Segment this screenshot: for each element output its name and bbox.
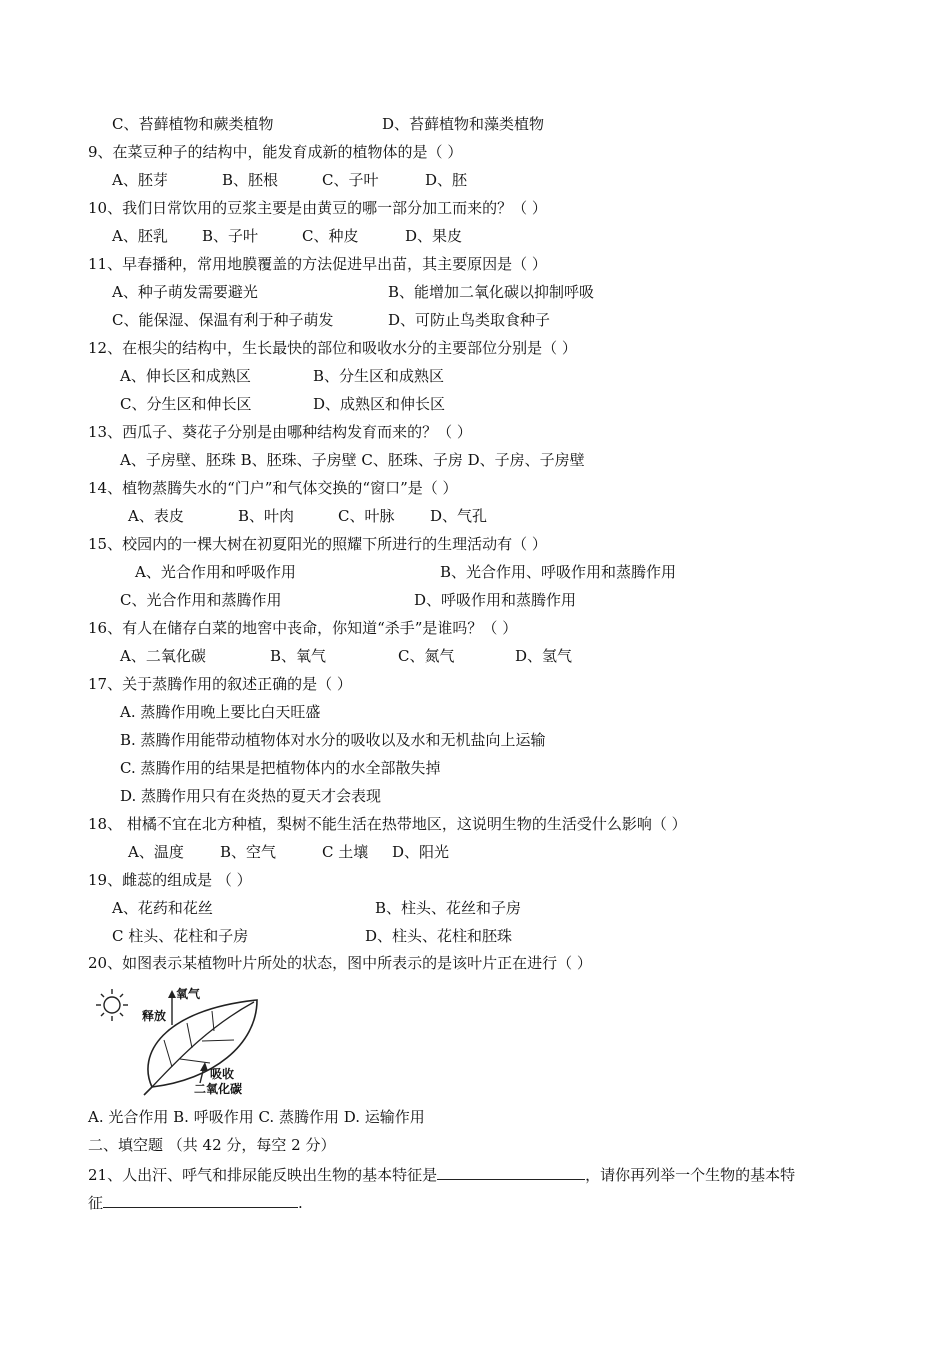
q21-line-2 [88,1192,303,1213]
q12-option-d: D、成熟区和伸长区 [313,395,446,413]
q10-stem: 10、我们日常饮用的豆浆主要是由黄豆的哪一部分加工而来的？（ ） [88,199,547,217]
q9-option-a: A、胚芽 [112,171,168,189]
q19-option-d: D、柱头、花柱和胚珠 [365,927,513,945]
q12-stem: 12、在根尖的结构中，生长最快的部位和吸收水分的主要部位分别是（ ） [88,339,577,357]
q13-options: A、子房壁、胚珠 B、胚珠、子房壁 C、胚珠、子房 D、子房、子房壁 [120,451,585,469]
q11-option-d: D、可防止鸟类取食种子 [388,311,551,329]
release-label: 释放 [142,1009,167,1023]
q18-option-a: A、温度 [128,843,184,861]
q14-option-b: B、叶肉 [238,507,295,525]
q21-stem-part-d: . [298,1194,303,1212]
q16-option-a: A、二氧化碳 [120,647,206,665]
q17-stem: 17、关于蒸腾作用的叙述正确的是（ ） [88,675,352,693]
q20-stem: 20、如图表示某植物叶片所处的状态，图中所表示的是该叶片正在进行（ ） [88,954,592,972]
q11-option-c: C、能保湿、保温有利于种子萌发 [112,311,334,329]
q10-option-c: C、种皮 [302,227,359,245]
q17-option-b: B. 蒸腾作用能带动植物体对水分的吸收以及水和无机盐向上运输 [120,731,546,749]
q21-blank-2[interactable] [103,1192,298,1208]
sun-icon [96,989,128,1021]
q11-stem: 11、早春播种，常用地膜覆盖的方法促进早出苗，其主要原因是（ ） [88,255,547,273]
q15-stem: 15、校园内的一棵大树在初夏阳光的照耀下所进行的生理活动有（ ） [88,535,547,553]
oxygen-label: 氧气 [176,987,201,1001]
q18-option-c: C 土壤 [322,843,369,861]
q21-stem-part-c: 征 [88,1194,104,1212]
q17-option-d: D. 蒸腾作用只有在炎热的夏天才会表现 [120,787,382,805]
q14-stem: 14、植物蒸腾失水的“门户”和气体交换的“窗口”是（ ） [88,479,458,497]
leaf-midrib [152,1002,254,1087]
q12-option-c: C、分生区和伸长区 [120,395,252,413]
q14-option-d: D、气孔 [430,507,488,525]
q9-option-c: C、子叶 [322,171,379,189]
q9-stem: 9、在菜豆种子的结构中，能发育成新的植物体的是（ ） [88,143,463,161]
q9-option-b: B、胚根 [222,171,279,189]
q15-option-d: D、呼吸作用和蒸腾作用 [414,591,577,609]
q15-option-b: B、光合作用、呼吸作用和蒸腾作用 [440,563,677,581]
q10-option-a: A、胚乳 [112,227,168,245]
q19-stem: 19、雌蕊的组成是 （ ） [88,871,252,889]
section-2-title: 二、填空题 （共 42 分，每空 2 分） [88,1136,336,1154]
q8-option-d: D、苔藓植物和藻类植物 [382,115,545,133]
q14-option-a: A、表皮 [128,507,184,525]
q17-option-a: A. 蒸腾作用晚上要比白天旺盛 [120,703,321,721]
q16-stem: 16、有人在储存白菜的地窖中丧命，你知道“杀手”是谁吗？（ ） [88,619,518,637]
absorb-label: 吸收 [210,1067,235,1081]
q8-option-c: C、苔藓植物和蕨类植物 [112,115,274,133]
q9-option-d: D、胚 [425,171,468,189]
leaf-photosynthesis-figure [92,985,267,1097]
q21-stem-part-a: 21、人出汗、呼气和排尿能反映出生物的基本特征是 [88,1166,438,1184]
q21-line-1 [88,1164,795,1185]
q20-options: A. 光合作用 B. 呼吸作用 C. 蒸腾作用 D. 运输作用 [88,1108,425,1126]
q19-option-a: A、花药和花丝 [112,899,213,917]
q12-option-b: B、分生区和成熟区 [313,367,445,385]
q11-option-b: B、能增加二氧化碳以抑制呼吸 [388,283,595,301]
q12-option-a: A、伸长区和成熟区 [120,367,251,385]
q16-option-b: B、氧气 [270,647,327,665]
q21-blank-1[interactable] [437,1164,585,1180]
q15-option-a: A、光合作用和呼吸作用 [135,563,296,581]
q21-stem-part-b: ，请你再列举一个生物的基本特 [585,1166,796,1184]
q18-option-d: D、阳光 [392,843,450,861]
q11-option-a: A、种子萌发需要避光 [112,283,258,301]
q10-option-d: D、果皮 [405,227,463,245]
q18-stem: 18、 柑橘不宜在北方种植，梨树不能生活在热带地区，这说明生物的生活受什么影响（ ） [88,815,687,833]
q15-option-c: C、光合作用和蒸腾作用 [120,591,282,609]
q13-stem: 13、西瓜子、葵花子分别是由哪种结构发育而来的？（ ） [88,423,472,441]
q16-option-c: C、氮气 [398,647,455,665]
q16-option-d: D、氢气 [515,647,573,665]
q17-option-c: C. 蒸腾作用的结果是把植物体内的水全部散失掉 [120,759,441,777]
q19-option-c: C 柱头、花柱和子房 [112,927,249,945]
q18-option-b: B、空气 [220,843,277,861]
q10-option-b: B、子叶 [202,227,259,245]
q19-option-b: B、柱头、花丝和子房 [375,899,522,917]
co2-label: 二氧化碳 [194,1082,243,1096]
q14-option-c: C、叶脉 [338,507,395,525]
